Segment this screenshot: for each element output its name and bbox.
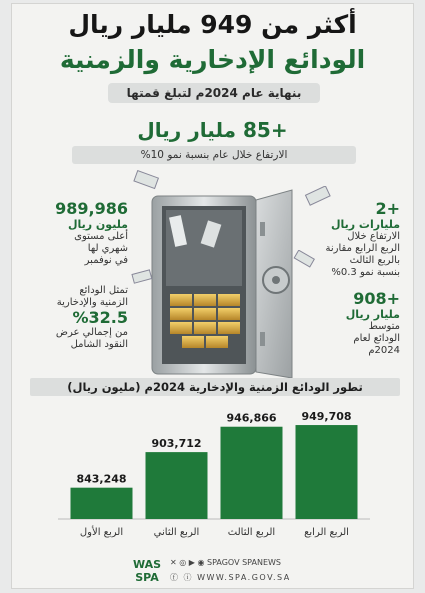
vault-illustration (142, 182, 302, 382)
subtitle-pill: بنهاية عام 2024م لتبلغ قمتها (108, 83, 320, 103)
stat-desc: الارتفاع خلال (347, 231, 400, 242)
social-text: SPAGOV SPANEWS (207, 558, 281, 567)
category-label: الربع الرابع (304, 527, 349, 538)
bar (146, 452, 208, 519)
footer (12, 556, 414, 586)
bar-value-label: 843,248 (76, 472, 127, 486)
bar-value-label: 903,712 (151, 437, 202, 451)
logo-top-text: WAS (132, 558, 162, 571)
logo-bottom-text: SPA (135, 571, 159, 584)
stat-desc: في نوفمبر (84, 255, 128, 266)
stat-desc: الودائع لعام (353, 333, 400, 344)
stat-share (34, 285, 128, 351)
stat-desc: بنسبة نمو 0.3% (331, 267, 400, 278)
stat-desc: أعلى مستوى (74, 231, 128, 242)
stat-desc: من إجمالي عرض (55, 327, 128, 338)
stat-q4-growth (308, 200, 400, 279)
stat-value: +908 (353, 289, 400, 308)
category-label: الربع الأول (79, 527, 124, 538)
banknote-icon (304, 186, 334, 206)
chart-title: تطور الودائع الزمنية والإدخارية 2024م (مليون ريال) (30, 378, 400, 396)
banknote-icon (130, 268, 156, 286)
website-link[interactable]: WWW.SPA.GOV.SA (197, 573, 291, 582)
stat-desc: متوسط (368, 321, 400, 332)
stat-desc: تمثل الودائع (79, 285, 128, 296)
stat-unit: مليارات ريال (330, 218, 400, 231)
annual-growth-value: +85 مليار ريال (137, 118, 288, 142)
stat-desc: الربع الرابع مقارنة (325, 243, 400, 254)
headline: أكثر من 949 مليار ريال (68, 10, 357, 39)
spa-logo (130, 556, 164, 584)
stat-desc: 2024م (368, 345, 400, 356)
infographic-frame (11, 3, 414, 589)
stat-desc: بالربع الثالث (349, 255, 400, 266)
bar (71, 488, 133, 519)
stat-unit: مليون ريال (67, 218, 128, 231)
stat-value: +2 (375, 199, 400, 218)
stat-desc: النقود الشامل (70, 339, 128, 350)
stat-unit: مليار ريال (345, 308, 400, 321)
bar (221, 427, 283, 519)
stat-value: 989,986 (55, 199, 128, 218)
banknote-icon (292, 250, 318, 268)
website-line: ⓕ ⓘ WWW.SPA.GOV.SA (170, 573, 291, 582)
stat-desc: الزمنية والإدخارية (56, 297, 128, 308)
stat-value: %32.5 (72, 308, 128, 327)
stat-desc: شهري لها (87, 243, 128, 254)
bar (296, 425, 358, 519)
annual-growth-note: الارتفاع خلال عام بنسبة نمو 10% (72, 146, 356, 164)
bar-chart (12, 399, 414, 551)
category-label: الربع الثالث (227, 527, 276, 538)
banknote-icon (132, 170, 162, 190)
bar-value-label: 946,866 (226, 411, 277, 425)
stat-average (312, 290, 400, 357)
bar-value-label: 949,708 (301, 410, 352, 424)
category-label: الربع الثاني (153, 527, 200, 538)
social-handles: ✕ ◎ ▶ ◉ SPAGOV SPANEWS (170, 558, 281, 567)
stat-monthly-high (38, 200, 128, 267)
headline-sub: الودائع الإدخارية والزمنية (59, 45, 366, 74)
